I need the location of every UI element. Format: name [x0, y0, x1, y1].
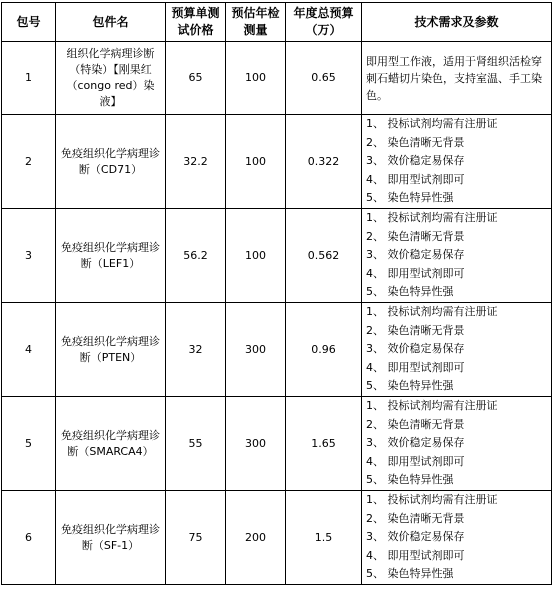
header-row — [2, 3, 552, 42]
table-row — [2, 303, 552, 397]
req-item: 2、 染色清晰无背景 — [366, 135, 465, 149]
tech-cell — [362, 397, 552, 491]
name-cell: 免疫组织化学病理诊断（PTEN） — [56, 303, 166, 397]
pkg-cell: 4 — [2, 303, 56, 397]
table-row — [2, 491, 552, 585]
table-row — [2, 115, 552, 209]
table-row — [2, 42, 552, 115]
table-row — [2, 209, 552, 303]
name-cell: 免疫组织化学病理诊断（CD71） — [56, 115, 166, 209]
volume-cell: 300 — [226, 303, 286, 397]
req-item: 1、 投标试剂均需有注册证 — [366, 305, 498, 319]
name-cell — [56, 42, 166, 115]
req-item: 2、 染色清晰无背景 — [366, 323, 465, 337]
tech-cell — [362, 491, 552, 585]
total-cell: 0.65 — [286, 42, 362, 115]
req-item: 1、 投标试剂均需有注册证 — [366, 211, 498, 225]
req-item: 2、 染色清晰无背景 — [366, 511, 465, 525]
price-cell: 65 — [166, 42, 226, 115]
tech-text: 即用型工作液，适用于肾组织活检穿刺石蜡切片染色，支持室温、手工染色。 — [366, 54, 542, 102]
req-item: 2、 染色清晰无背景 — [366, 229, 465, 243]
total-cell: 1.65 — [286, 397, 362, 491]
header-price: 预算单测试价格 — [166, 3, 226, 42]
volume-cell: 100 — [226, 209, 286, 303]
name-cell: 免疫组织化学病理诊断（SF-1） — [56, 491, 166, 585]
volume-cell: 200 — [226, 491, 286, 585]
price-cell: 75 — [166, 491, 226, 585]
req-item: 5、 染色特异性强 — [366, 567, 454, 581]
total-cell: 1.5 — [286, 491, 362, 585]
pkg-cell: 6 — [2, 491, 56, 585]
req-item: 3、 效价稳定易保存 — [366, 342, 465, 356]
total-cell: 0.562 — [286, 209, 362, 303]
price-cell: 32.2 — [166, 115, 226, 209]
tech-cell — [362, 115, 552, 209]
procurement-table-container — [1, 2, 552, 585]
req-item: 4、 即用型试剂即可 — [366, 266, 465, 280]
pkg-cell: 2 — [2, 115, 56, 209]
req-item: 3、 效价稳定易保存 — [366, 530, 465, 544]
req-item: 1、 投标试剂均需有注册证 — [366, 493, 498, 507]
volume-cell: 100 — [226, 115, 286, 209]
req-item: 4、 即用型试剂即可 — [366, 548, 465, 562]
req-item: 5、 染色特异性强 — [366, 191, 454, 205]
volume-cell: 300 — [226, 397, 286, 491]
req-item: 1、 投标试剂均需有注册证 — [366, 399, 498, 413]
pkg-cell: 1 — [2, 42, 56, 115]
total-cell: 0.322 — [286, 115, 362, 209]
name-cell: 免疫组织化学病理诊断（SMARCA4） — [56, 397, 166, 491]
req-item: 3、 效价稳定易保存 — [366, 436, 465, 450]
total-cell: 0.96 — [286, 303, 362, 397]
tech-cell — [362, 303, 552, 397]
table-row — [2, 397, 552, 491]
req-item: 3、 效价稳定易保存 — [366, 248, 465, 262]
price-cell: 32 — [166, 303, 226, 397]
req-item: 1、 投标试剂均需有注册证 — [366, 117, 498, 131]
header-total: 年度总预算（万） — [286, 3, 362, 42]
header-name: 包件名 — [56, 3, 166, 42]
pkg-cell: 5 — [2, 397, 56, 491]
req-item: 2、 染色清晰无背景 — [366, 417, 465, 431]
header-pkg: 包号 — [2, 3, 56, 42]
req-item: 5、 染色特异性强 — [366, 473, 454, 487]
pkg-cell: 3 — [2, 209, 56, 303]
req-item: 5、 染色特异性强 — [366, 285, 454, 299]
req-item: 4、 即用型试剂即可 — [366, 360, 465, 374]
volume-cell: 100 — [226, 42, 286, 115]
header-volume: 预估年检测量 — [226, 3, 286, 42]
name-text: 组织化学病理诊断（特染）【刚果红（congo red）染液】 — [66, 47, 155, 108]
tech-cell — [362, 209, 552, 303]
procurement-table — [1, 2, 552, 585]
tech-cell — [362, 42, 552, 115]
price-cell: 55 — [166, 397, 226, 491]
price-cell: 56.2 — [166, 209, 226, 303]
req-item: 4、 即用型试剂即可 — [366, 172, 465, 186]
req-item: 5、 染色特异性强 — [366, 379, 454, 393]
header-tech: 技术需求及参数 — [362, 3, 552, 42]
name-cell: 免疫组织化学病理诊断（LEF1） — [56, 209, 166, 303]
req-item: 4、 即用型试剂即可 — [366, 454, 465, 468]
req-item: 3、 效价稳定易保存 — [366, 154, 465, 168]
